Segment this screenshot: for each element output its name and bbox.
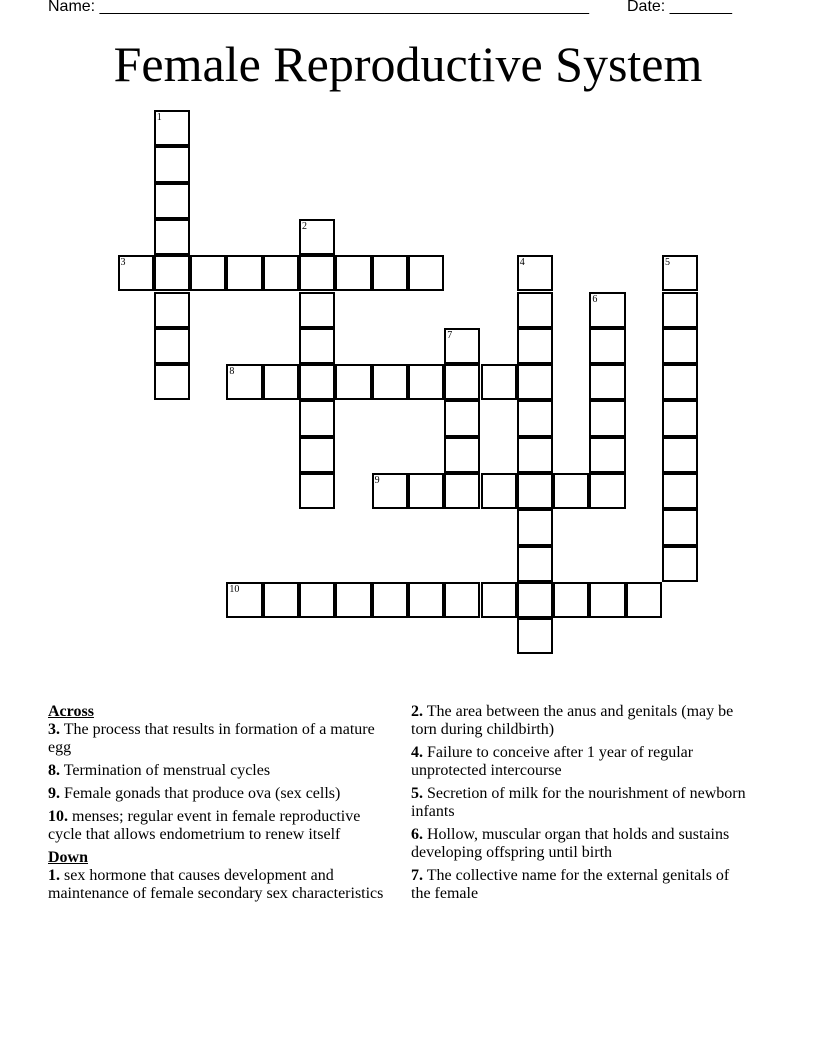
clue-item-text: Failure to conceive after 1 year of regular unprotected intercourse	[411, 744, 694, 779]
crossword-cell[interactable]	[662, 509, 698, 545]
crossword-cell[interactable]	[263, 364, 299, 400]
crossword-cell[interactable]	[444, 437, 480, 473]
date-field-label: Date: _______	[627, 0, 732, 15]
crossword-cell[interactable]	[444, 582, 480, 618]
crossword-cell[interactable]	[553, 473, 589, 509]
crossword-cell[interactable]	[154, 292, 190, 328]
crossword-cell[interactable]	[626, 582, 662, 618]
crossword-cell[interactable]	[444, 473, 480, 509]
clue-item-number: 9.	[48, 785, 60, 802]
clue-number: 3	[120, 257, 126, 269]
crossword-cell[interactable]	[408, 582, 444, 618]
crossword-cell[interactable]	[299, 292, 335, 328]
crossword-cell[interactable]	[154, 364, 190, 400]
crossword-cell[interactable]	[517, 328, 553, 364]
crossword-cell[interactable]	[299, 219, 335, 255]
clue-item	[411, 826, 746, 862]
crossword-cell[interactable]	[589, 400, 625, 436]
crossword-cell[interactable]	[589, 582, 625, 618]
clue-item	[48, 867, 393, 903]
clue-item-text: The collective name for the external genitals of the female	[411, 867, 730, 902]
crossword-cell[interactable]	[589, 473, 625, 509]
clue-item-text: sex hormone that causes development and maintenance of female secondary sex characteristics	[48, 867, 384, 902]
crossword-cell[interactable]	[481, 473, 517, 509]
crossword-cell[interactable]	[517, 400, 553, 436]
clue-item-text: Hollow, muscular organ that holds and sustains developing offspring until birth	[411, 826, 730, 861]
crossword-cell[interactable]	[154, 110, 190, 146]
clue-item	[48, 785, 393, 803]
crossword-cell[interactable]	[662, 364, 698, 400]
clue-item	[411, 703, 746, 739]
crossword-cell[interactable]	[517, 255, 553, 291]
crossword-cell[interactable]	[517, 582, 553, 618]
crossword-cell[interactable]	[589, 292, 625, 328]
clue-item-number: 4.	[411, 744, 423, 761]
clues-right-column	[411, 703, 746, 908]
clue-item-number: 1.	[48, 867, 60, 884]
page-title: Female Reproductive System	[113, 36, 703, 92]
clue-item-text: Secretion of milk for the nourishment of newborn infants	[411, 785, 746, 820]
crossword-cell[interactable]	[299, 364, 335, 400]
crossword-cell[interactable]	[299, 473, 335, 509]
crossword-cell[interactable]	[589, 328, 625, 364]
crossword-cell[interactable]	[662, 400, 698, 436]
crossword-cell[interactable]	[335, 364, 371, 400]
clue-item-text: Termination of menstrual cycles	[60, 762, 271, 779]
crossword-cell[interactable]	[154, 219, 190, 255]
crossword-cell[interactable]	[444, 400, 480, 436]
crossword-cell[interactable]	[517, 437, 553, 473]
crossword-cell[interactable]	[299, 328, 335, 364]
crossword-cell[interactable]	[263, 582, 299, 618]
crossword-cell[interactable]	[408, 255, 444, 291]
down-clue-list-continued	[411, 703, 746, 903]
clue-item-number: 7.	[411, 867, 423, 884]
crossword-cell[interactable]	[118, 255, 154, 291]
clue-number: 9	[374, 475, 380, 486]
clue-item-number: 2.	[411, 703, 423, 720]
crossword-cell[interactable]	[372, 582, 408, 618]
crossword-cell[interactable]	[589, 364, 625, 400]
across-clue-list	[48, 721, 393, 844]
crossword-cell[interactable]	[444, 328, 480, 364]
crossword-cell[interactable]	[154, 255, 190, 291]
crossword-cell[interactable]	[226, 364, 262, 400]
clue-number: 4	[519, 257, 525, 269]
crossword-cell[interactable]	[517, 618, 553, 654]
crossword-cell[interactable]	[481, 364, 517, 400]
crossword-cell[interactable]	[408, 473, 444, 509]
clue-item-text: Female gonads that produce ova (sex cells)	[60, 785, 341, 802]
crossword-cell[interactable]	[517, 364, 553, 400]
crossword-cell[interactable]	[154, 183, 190, 219]
clues-left-column	[48, 703, 393, 908]
clue-number: 6	[592, 293, 598, 305]
crossword-cell[interactable]	[226, 255, 262, 291]
crossword-cell[interactable]	[299, 437, 335, 473]
crossword-cell[interactable]	[372, 473, 408, 509]
clue-item	[411, 785, 746, 821]
crossword-cell[interactable]	[662, 437, 698, 473]
down-clue-list	[48, 867, 393, 903]
crossword-cell[interactable]	[589, 437, 625, 473]
clue-item	[48, 762, 393, 780]
clue-item	[411, 867, 746, 903]
crossword-cell[interactable]	[190, 255, 226, 291]
clue-item-number: 5.	[411, 785, 423, 802]
crossword-cell[interactable]	[553, 582, 589, 618]
clue-item	[411, 744, 746, 780]
crossword-cell[interactable]	[154, 146, 190, 182]
crossword-cell[interactable]	[335, 255, 371, 291]
crossword-cell[interactable]	[444, 364, 480, 400]
clue-item-number: 8.	[48, 762, 60, 779]
crossword-cell[interactable]	[154, 328, 190, 364]
clue-item-number: 6.	[411, 826, 423, 843]
crossword-cell[interactable]	[299, 255, 335, 291]
clue-item-number: 3.	[48, 721, 60, 738]
name-field-label: Name: _______________________________________________________	[48, 0, 589, 15]
clue-number: 7	[447, 329, 453, 341]
crossword-cell[interactable]	[226, 582, 262, 618]
crossword-cell[interactable]	[299, 400, 335, 436]
crossword-cell[interactable]	[299, 582, 335, 618]
clue-item	[48, 721, 393, 757]
clue-number: 8	[229, 366, 235, 378]
across-heading: Across	[48, 703, 94, 720]
crossword-cell[interactable]	[662, 328, 698, 364]
clue-number: 1	[156, 112, 162, 123]
crossword-cell[interactable]	[335, 582, 371, 618]
clue-item-text: menses; regular event in female reproductive cycle that allows endometrium to renew itself	[48, 808, 361, 843]
crossword-cell[interactable]	[517, 509, 553, 545]
clue-item-number: 10.	[48, 808, 68, 825]
clue-number: 5	[665, 257, 670, 269]
crossword-cell[interactable]	[408, 364, 444, 400]
clue-number: 2	[302, 220, 307, 232]
clue-number: 10	[229, 583, 240, 595]
crossword-cell[interactable]	[372, 364, 408, 400]
clue-item	[48, 808, 393, 844]
down-heading: Down	[48, 849, 89, 866]
clue-item-text: The area between the anus and genitals (may be torn during childbirth)	[411, 703, 734, 738]
clue-item-text: The process that results in formation of a mature egg	[48, 721, 375, 756]
crossword-cell[interactable]	[517, 546, 553, 582]
crossword-cell[interactable]	[263, 255, 299, 291]
crossword-cell[interactable]	[662, 473, 698, 509]
crossword-cell[interactable]	[517, 473, 553, 509]
crossword-cell[interactable]	[372, 255, 408, 291]
crossword-cell[interactable]	[662, 546, 698, 582]
crossword-cell[interactable]	[481, 582, 517, 618]
crossword-cell[interactable]	[517, 292, 553, 328]
crossword-cell[interactable]	[662, 292, 698, 328]
crossword-cell[interactable]	[662, 255, 698, 291]
